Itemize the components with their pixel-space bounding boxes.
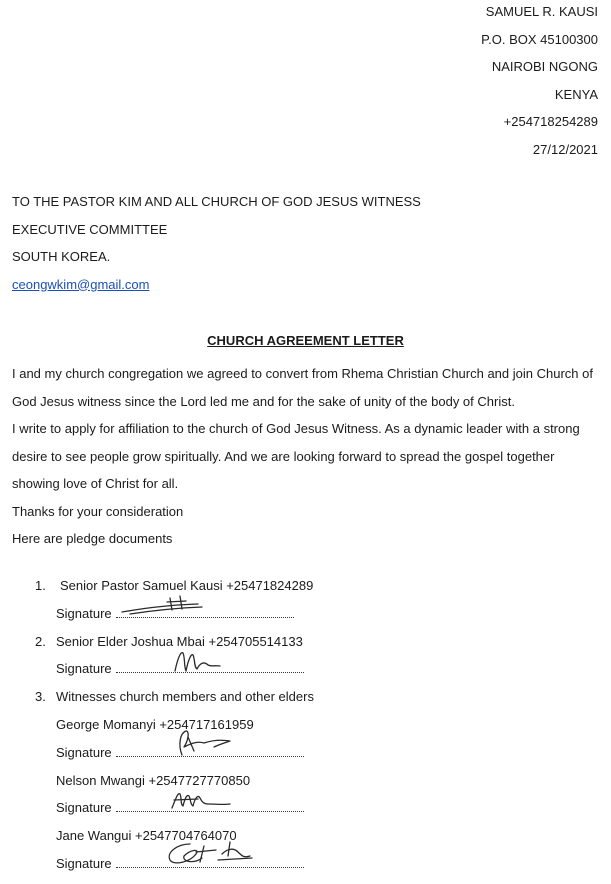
witness-jane-wangui: Jane Wangui +2547704764070 (56, 828, 237, 844)
recipient-address (12, 194, 592, 304)
signature-line (0, 661, 611, 689)
signature-line (0, 800, 611, 828)
recipient-email-link[interactable]: ceongwkim@gmail.com (12, 276, 150, 292)
list-number: 1. (35, 578, 46, 593)
paragraph-conversion: I and my church congregation we agreed to convert from Rhema Christian Church and join Church of God Jesus witness since the Lord led me and for the sake of unity of the body of Christ. (12, 366, 593, 409)
signature-label: Signature (56, 855, 112, 871)
pledge-witnesses-heading: Witnesses church members and other elders (56, 689, 314, 705)
signature-mark (172, 647, 232, 677)
list-item (0, 717, 611, 745)
signature-label: Signature (56, 800, 112, 816)
sender-po-box: P.O. BOX 45100300 (481, 31, 598, 47)
sender-phone: +254718254289 (503, 114, 598, 129)
pledge-senior-elder: Senior Elder Joshua Mbai +254705514133 (56, 633, 303, 649)
list-item (0, 689, 611, 717)
sender-country: KENYA (554, 86, 598, 102)
paragraph-affiliation: I write to apply for affiliation to the church of God Jesus Witness. As a dynamic leader with a strong desire to see people grow spiritually. And we are looking forward to spread the gospel together showing love of Christ for all. (12, 421, 580, 491)
signature-label: Signature (56, 744, 112, 760)
recipient-line-1: TO THE PASTOR KIM AND ALL CHURCH OF GOD JESUS WITNESS (12, 194, 421, 209)
pledge-intro: Here are pledge documents (12, 531, 173, 546)
thanks-line: Thanks for your consideration (12, 503, 184, 519)
recipient-line-2: EXECUTIVE COMMITTEE (12, 221, 168, 237)
list-item (0, 828, 611, 856)
sender-address (298, 4, 598, 169)
recipient-line-3: SOUTH KOREA. (12, 249, 111, 264)
list-item (0, 578, 611, 606)
sender-city: NAIROBI NGONG (491, 59, 598, 74)
pledge-senior-pastor: Senior Pastor Samuel Kausi +25471824289 (60, 578, 314, 593)
signature-label: Signature (56, 661, 112, 677)
signature-mark (160, 836, 270, 870)
list-number: 2. (35, 633, 46, 649)
letter-heading: CHURCH AGREEMENT LETTER (207, 333, 404, 348)
list-item (0, 634, 611, 662)
signature-mark (168, 786, 238, 816)
signature-mark (174, 725, 244, 759)
signature-line (0, 745, 611, 773)
letter-date: 27/12/2021 (532, 141, 598, 157)
witness-nelson-mwangi: Nelson Mwangi +2547727770850 (56, 772, 251, 788)
sender-name: SAMUEL R. KAUSI (485, 4, 598, 19)
signature-line (0, 856, 611, 884)
witness-george-momanyi: George Momanyi +254717161959 (56, 716, 254, 732)
signature-line (0, 606, 611, 634)
letter-body (12, 360, 597, 553)
signature-mark (120, 592, 210, 622)
list-number: 3. (35, 689, 46, 705)
pledge-list (0, 578, 611, 884)
list-item (0, 773, 611, 801)
signature-label: Signature (56, 605, 112, 621)
